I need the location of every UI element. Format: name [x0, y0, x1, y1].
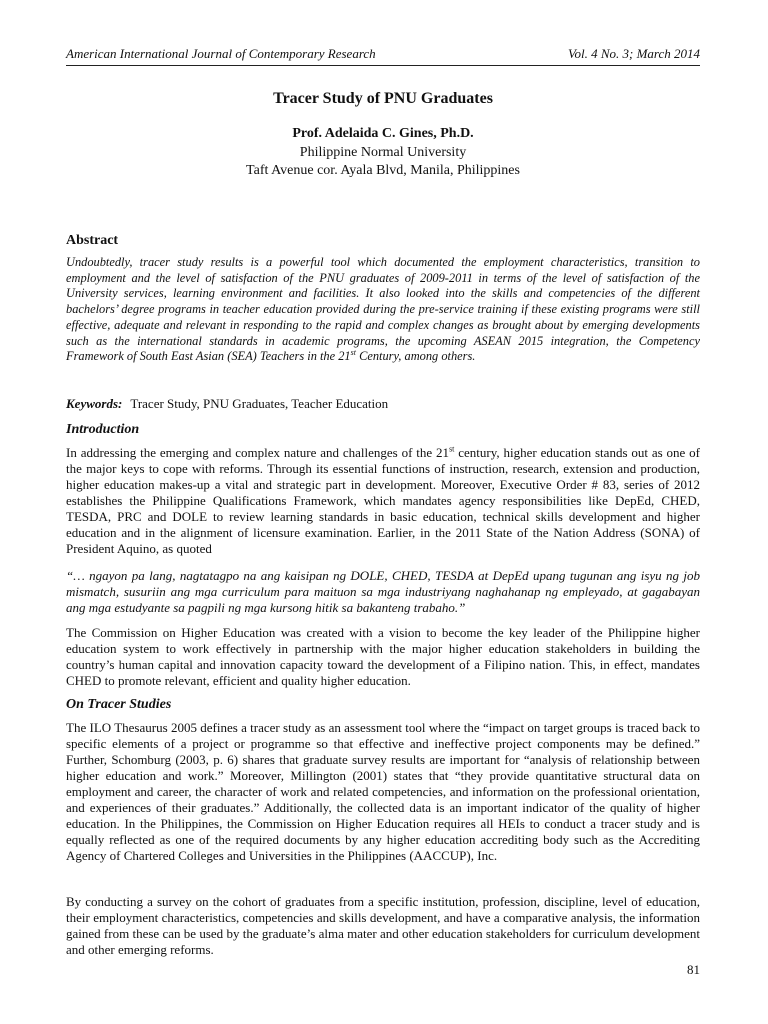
keywords [66, 396, 388, 412]
introduction-paragraph-2: The Commission on Higher Education was created with a vision to become the key leader of the Philippine higher education system to work effectively in partnership with the major higher education stakeholders in building the country’s human capital and innovation capacity toward the development of a Filipino nation. This, in effect, mandates CHED to promote relevant, efficient and quality higher education. [66, 625, 700, 688]
tracer-paragraph-1: The ILO Thesaurus 2005 defines a tracer study as an assessment tool where the “impact on target groups is traced back to specific elements of a project or programme so that effective and ineffective project components may be defined.” Further, Schomburg (2003, p. 6) shares that graduate survey results are important for “analysis of relationship between higher education and work.” Moreover, Millington (2001) states that “they provide quantitative structural data on employment and career, the character of work and related competencies, and information on the professional orientation, and experiences of their graduates.” Additionally, the collected data is an important indicator of the quality of higher education. In the Philippines, the Commission on Higher Education requires all HEIs to conduct a tracer study and is equally reflected as one of the required documents by any higher education accrediting body such as the Accrediting Agency of Chartered Colleges and Universities in the Philippines (AACCUP), Inc. [66, 720, 700, 863]
sona-quote: “… ngayon pa lang, nagtatagpo na ang kaisipan ng DOLE, CHED, TESDA at DepEd upang tugunan ang isyu ng job mismatch, susuriin ang mga curriculum para maituon sa mga industriyang naghahanap ng empleyado, at gagabayan ang mga estudyante sa pagpili ng mga kursong hitik sa bakanteng trabaho.” [66, 568, 700, 615]
page-number: 81 [687, 962, 700, 977]
introduction-heading: Introduction [66, 422, 140, 437]
author-institution: Philippine Normal University [299, 145, 467, 160]
keywords-value: Tracer Study, PNU Graduates, Teacher Education [130, 396, 389, 411]
tracer-paragraph-2: By conducting a survey on the cohort of graduates from a specific institution, profession, discipline, level of education, their employment characteristics, competencies and skills development, and have a comparative analysis, the information gained from these can be used by the graduate’s alma mater and other education stakeholders for curriculum development and other emerging reforms. [66, 894, 700, 957]
keywords-label: Keywords: [66, 396, 123, 411]
author-address: Taft Avenue cor. Ayala Blvd, Manila, Philippines [246, 163, 520, 178]
tracer-studies-heading: On Tracer Studies [66, 697, 172, 712]
introduction-paragraph-1: In addressing the emerging and complex nature and challenges of the 21st century, higher education stands out as one of the major keys to cope with reforms. Through its essential functions of instruction, research, extension and production, higher education makes-up a vital and strategic part in development. Moreover, Executive Order # 83, series of 2012 establishes the Philippine Qualifications Framework, which mandates agency responsibilities like DepEd, CHED, TESDA, PRC and DOLE to review learning standards in basic education, technical skills development and higher education and in the alignment of licensure examination. Earlier, in the 2011 State of the Nation Address (SONA) of President Aquino, as quoted [66, 444, 701, 556]
author-name: Prof. Adelaida C. Gines, Ph.D. [292, 126, 474, 141]
abstract-text: Undoubtedly, tracer study results is a powerful tool which documented the employment characteristics, transition to employment and the level of satisfaction of the PNU graduates of 2009-2011 in terms of the level of satisfaction of the University services, learning environment and facilities. It also looked into the skills and competencies of the different bachelors’ degree programs in teacher education provided during the pre-service training if these existing programs were still effective, adequate and relevant in responding to the rapid and complex changes as brought about by emerging developments such as the international standards in academic programs, the upcoming ASEAN 2015 integration, the Competency Framework of South East Asian (SEA) Teachers in the 21st Century, among others. [66, 255, 700, 364]
abstract-heading: Abstract [66, 233, 119, 248]
header-rule [66, 65, 700, 66]
paper-title: Tracer Study of PNU Graduates [273, 90, 493, 107]
journal-name: American International Journal of Contemporary Research [66, 46, 376, 61]
issue-info: Vol. 4 No. 3; March 2014 [567, 46, 700, 61]
